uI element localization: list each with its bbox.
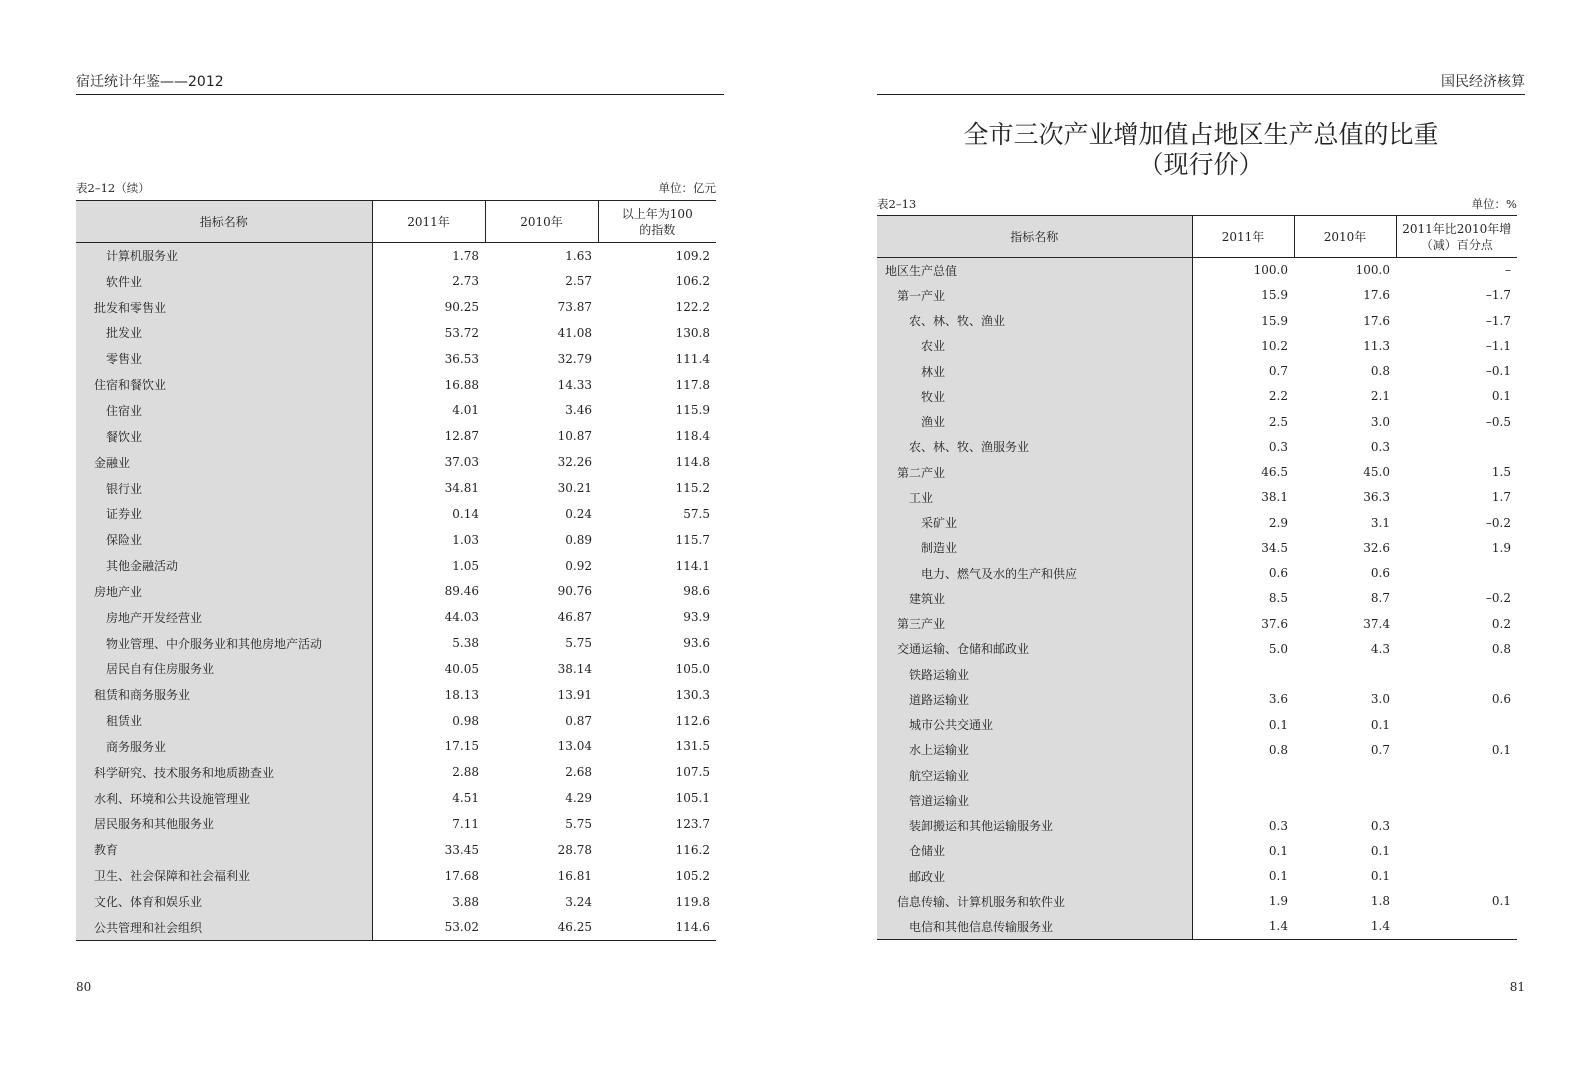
row-label: 农、林、牧、渔业: [877, 308, 1192, 333]
row-label: 牧业: [877, 384, 1192, 409]
table-row: [76, 630, 716, 656]
value-col3: 130.8: [675, 325, 710, 340]
value-2011: 38.1: [1192, 485, 1294, 510]
table-row: [877, 914, 1517, 939]
table-row: [76, 475, 716, 501]
value-2010: 36.3: [1363, 490, 1390, 505]
value-col3: [1396, 864, 1517, 889]
value-2010: 3.0: [1370, 414, 1390, 429]
table-row: [877, 712, 1517, 737]
value-col3: 122.2: [675, 300, 710, 315]
table-row: [76, 708, 716, 734]
table-body: [877, 258, 1517, 940]
value-2011: 2.88: [372, 759, 485, 785]
value-col3: 0.1: [1491, 389, 1511, 404]
value-2010: 3.1: [1370, 515, 1390, 530]
row-label: 电信和其他信息传输服务业: [877, 914, 1192, 939]
value-2011: 34.81: [372, 475, 485, 501]
value-2010: 5.75: [565, 816, 592, 831]
row-label: 制造业: [877, 535, 1192, 560]
table-row: [877, 434, 1517, 459]
row-label: 第一产业: [877, 283, 1192, 308]
table-row: [76, 449, 716, 475]
value-col3: 106.2: [675, 274, 710, 289]
value-2011: 37.6: [1192, 611, 1294, 636]
row-label: 商务服务业: [76, 734, 372, 760]
value-2010: 0.87: [565, 713, 592, 728]
value-2011: 0.1: [1192, 864, 1294, 889]
table-row: [76, 682, 716, 708]
table-row: [877, 359, 1517, 384]
value-2011: 2.73: [372, 268, 485, 294]
value-2011: 10.2: [1192, 333, 1294, 358]
value-2010: 73.87: [557, 300, 592, 315]
value-col3: [1396, 561, 1517, 586]
table-row: [877, 889, 1517, 914]
table-row: [76, 346, 716, 372]
table-row: [76, 914, 716, 940]
value-2011: 16.88: [372, 372, 485, 398]
value-2010: 5.75: [565, 636, 592, 651]
table-row: [76, 268, 716, 294]
table-row: [877, 535, 1517, 560]
value-col3: –1.7: [1485, 288, 1511, 303]
value-2011: 46.5: [1192, 460, 1294, 485]
value-2010: 2.68: [565, 765, 592, 780]
value-col3: 117.8: [675, 377, 710, 392]
header-2010: 2010年: [1294, 216, 1396, 258]
value-2010: 0.6: [1370, 566, 1390, 581]
value-2011: 0.7: [1192, 359, 1294, 384]
row-label: 装卸搬运和其他运输服务业: [877, 813, 1192, 838]
row-label: 房地产业: [76, 578, 372, 604]
value-2010: 0.1: [1370, 717, 1390, 732]
row-label: 邮政业: [877, 864, 1192, 889]
value-2010: 1.63: [565, 248, 592, 263]
header-2011: 2011年: [372, 201, 485, 243]
value-2011: [1192, 662, 1294, 687]
value-col3: 114.8: [675, 455, 710, 470]
value-2011: 5.0: [1192, 636, 1294, 661]
page-subtitle: （现行价）: [1138, 150, 1264, 179]
value-col3: 131.5: [675, 739, 710, 754]
value-2010: 4.3: [1370, 641, 1390, 656]
value-2011: 0.1: [1192, 712, 1294, 737]
value-2010: 11.3: [1363, 338, 1390, 353]
value-2010: 30.21: [557, 481, 592, 496]
table-row: [76, 837, 716, 863]
value-2010: 46.87: [557, 610, 592, 625]
value-2010: 28.78: [557, 842, 592, 857]
value-2011: 0.1: [1192, 838, 1294, 863]
row-label: 保险业: [76, 527, 372, 553]
value-2011: 17.15: [372, 734, 485, 760]
value-2011: 0.98: [372, 708, 485, 734]
row-label: 教育: [76, 837, 372, 863]
table-row: [877, 258, 1517, 283]
table-row: [76, 604, 716, 630]
table-row: [76, 785, 716, 811]
header-change: 2011年比2010年增 （减）百分点: [1396, 216, 1517, 258]
row-label: 农业: [877, 333, 1192, 358]
value-col3: –0.1: [1485, 364, 1511, 379]
running-head: [76, 74, 724, 95]
value-col3: –0.2: [1485, 515, 1511, 530]
value-2010: 4.29: [565, 791, 592, 806]
table-row: [877, 510, 1517, 535]
table-body: [76, 243, 716, 941]
value-col3: 0.2: [1491, 616, 1511, 631]
value-2011: 33.45: [372, 837, 485, 863]
value-col3: 1.9: [1491, 540, 1511, 555]
row-label: 仓储业: [877, 838, 1192, 863]
table-row: [76, 863, 716, 889]
table-row: [877, 788, 1517, 813]
value-2010: 32.6: [1363, 540, 1390, 555]
row-label: 批发业: [76, 320, 372, 346]
value-col3: 98.6: [683, 584, 710, 599]
row-label: 管道运输业: [877, 788, 1192, 813]
row-label: 农、林、牧、渔服务业: [877, 434, 1192, 459]
value-2011: 0.6: [1192, 561, 1294, 586]
header-indicator: 指标名称: [877, 216, 1192, 258]
value-col3: 105.1: [675, 791, 710, 806]
data-table: [76, 200, 716, 941]
table-row: [76, 320, 716, 346]
value-2010: 1.8: [1370, 894, 1390, 909]
value-2010: 3.46: [565, 403, 592, 418]
value-2011: 53.72: [372, 320, 485, 346]
table-row: [76, 553, 716, 579]
value-2010: 14.33: [557, 377, 592, 392]
value-2010: 0.8: [1370, 364, 1390, 379]
table-row: [877, 333, 1517, 358]
row-label: 交通运输、仓储和邮政业: [877, 636, 1192, 661]
row-label: 租赁和商务服务业: [76, 682, 372, 708]
value-col3: [1396, 914, 1517, 939]
table-row: [877, 384, 1517, 409]
value-2011: 2.2: [1192, 384, 1294, 409]
value-2011: 4.01: [372, 398, 485, 424]
value-col3: –0.2: [1485, 591, 1511, 606]
value-2011: 44.03: [372, 604, 485, 630]
row-label: 居民服务和其他服务业: [76, 811, 372, 837]
value-2010: 38.14: [557, 661, 592, 676]
right-page: [877, 0, 1525, 1077]
value-2011: 90.25: [372, 294, 485, 320]
row-label: 文化、体育和娱乐业: [76, 889, 372, 915]
table-row: [877, 308, 1517, 333]
value-col3: [1396, 434, 1517, 459]
value-col3: [1396, 838, 1517, 863]
table-row: [877, 838, 1517, 863]
table-number: 表2–13: [877, 197, 917, 211]
value-2011: 0.3: [1192, 434, 1294, 459]
row-label: 零售业: [76, 346, 372, 372]
value-col3: 116.2: [675, 842, 710, 857]
value-2011: 1.9: [1192, 889, 1294, 914]
table-row: [76, 372, 716, 398]
value-2011: [1192, 788, 1294, 813]
value-col3: 1.5: [1491, 465, 1511, 480]
value-col3: [1396, 813, 1517, 838]
page-number: 81: [1509, 980, 1525, 994]
value-2011: 15.9: [1192, 283, 1294, 308]
table-row: [877, 561, 1517, 586]
row-label: 批发和零售业: [76, 294, 372, 320]
value-2011: [1192, 763, 1294, 788]
value-col3: –0.5: [1485, 414, 1511, 429]
row-label: 卫生、社会保障和社会福利业: [76, 863, 372, 889]
header-index: 以上年为100 的指数: [598, 201, 716, 243]
value-2010: [1294, 763, 1396, 788]
table-row: [877, 460, 1517, 485]
value-col3: 105.0: [675, 661, 710, 676]
value-2011: 17.68: [372, 863, 485, 889]
page-title: 全市三次产业增加值占地区生产总值的比重: [963, 120, 1439, 149]
value-2010: [1294, 788, 1396, 813]
table-row: [76, 423, 716, 449]
running-head-text: 国民经济核算: [1441, 74, 1525, 90]
value-2011: 0.8: [1192, 737, 1294, 762]
left-page: [76, 0, 724, 1077]
value-2011: 1.78: [372, 243, 485, 269]
value-2010: 46.25: [485, 914, 598, 940]
value-2010: 10.87: [557, 429, 592, 444]
row-label: 租赁业: [76, 708, 372, 734]
value-2010: 17.6: [1363, 313, 1390, 328]
value-col3: –1.7: [1485, 313, 1511, 328]
value-2011: 1.03: [372, 527, 485, 553]
header-2010: 2010年: [485, 201, 598, 243]
value-2010: 100.0: [1355, 263, 1390, 278]
table-row: [76, 398, 716, 424]
table-row: [877, 687, 1517, 712]
value-col3: 115.7: [675, 532, 710, 547]
row-label: 水上运输业: [877, 737, 1192, 762]
value-2011: 1.05: [372, 553, 485, 579]
value-2010: 3.24: [565, 894, 592, 909]
value-2011: 0.14: [372, 501, 485, 527]
value-col3: 115.2: [675, 481, 710, 496]
row-label: 银行业: [76, 475, 372, 501]
value-2010: 0.7: [1370, 742, 1390, 757]
value-col3: [1396, 763, 1517, 788]
table-row: [877, 485, 1517, 510]
value-2011: 53.02: [372, 914, 485, 940]
row-label: 渔业: [877, 409, 1192, 434]
value-2010: 32.26: [557, 455, 592, 470]
table-row: [877, 586, 1517, 611]
row-label: 房地产开发经营业: [76, 604, 372, 630]
table-row: [76, 656, 716, 682]
row-label: 证券业: [76, 501, 372, 527]
value-col3: 105.2: [675, 868, 710, 883]
value-2010: 0.89: [565, 532, 592, 547]
value-col3: 111.4: [675, 351, 710, 366]
row-label: 第二产业: [877, 460, 1192, 485]
value-col3: 93.6: [683, 636, 710, 651]
value-2010: 90.76: [557, 584, 592, 599]
value-2010: 8.7: [1370, 591, 1390, 606]
row-label: 水利、环境和公共设施管理业: [76, 785, 372, 811]
row-label: 餐饮业: [76, 423, 372, 449]
value-col3: 114.1: [675, 558, 710, 573]
table-row: [877, 283, 1517, 308]
row-label: 城市公共交通业: [877, 712, 1192, 737]
value-col3: 109.2: [675, 248, 710, 263]
table-row: [76, 243, 716, 269]
value-2011: 1.4: [1192, 914, 1294, 939]
table-header: [877, 216, 1517, 258]
table-row: [76, 734, 716, 760]
row-label: 信息传输、计算机服务和软件业: [877, 889, 1192, 914]
value-2011: 8.5: [1192, 586, 1294, 611]
value-col3: [1396, 712, 1517, 737]
value-2010: 1.4: [1294, 914, 1396, 939]
table-row: [76, 811, 716, 837]
value-col3: 114.6: [598, 914, 716, 940]
value-col3: 0.6: [1491, 692, 1511, 707]
value-2011: 5.38: [372, 630, 485, 656]
value-2010: 0.1: [1370, 843, 1390, 858]
value-2011: 15.9: [1192, 308, 1294, 333]
table-row: [877, 636, 1517, 661]
value-col3: 57.5: [683, 506, 710, 521]
header-indicator: 指标名称: [76, 201, 372, 243]
value-col3: [1396, 788, 1517, 813]
value-col3: 0.1: [1491, 894, 1511, 909]
running-head-text: 宿迁统计年鉴——2012: [76, 74, 224, 90]
table-row: [76, 501, 716, 527]
value-2010: 0.1: [1370, 869, 1390, 884]
value-2010: 3.0: [1370, 692, 1390, 707]
row-label: 林业: [877, 359, 1192, 384]
value-2011: 34.5: [1192, 535, 1294, 560]
table-row: [877, 864, 1517, 889]
row-label: 公共管理和社会组织: [76, 914, 372, 940]
data-table: [877, 215, 1517, 940]
table-row: [877, 737, 1517, 762]
value-2010: 16.81: [557, 868, 592, 883]
value-col3: 119.8: [675, 894, 710, 909]
value-2011: 3.6: [1192, 687, 1294, 712]
value-2011: 100.0: [1192, 258, 1294, 283]
row-label: 软件业: [76, 268, 372, 294]
value-2010: 17.6: [1363, 288, 1390, 303]
value-2011: 0.3: [1192, 813, 1294, 838]
table-number: 表2–12（续）: [76, 181, 150, 195]
value-2011: 4.51: [372, 785, 485, 811]
table-row: [76, 889, 716, 915]
row-label: 计算机服务业: [76, 243, 372, 269]
value-2010: 41.08: [557, 325, 592, 340]
row-label: 采矿业: [877, 510, 1192, 535]
value-2010: 0.3: [1370, 439, 1390, 454]
row-label: 居民自有住房服务业: [76, 656, 372, 682]
table-row: [877, 813, 1517, 838]
value-2010: 32.79: [557, 351, 592, 366]
row-label: 道路运输业: [877, 687, 1192, 712]
value-2010: [1294, 662, 1396, 687]
value-col3: 0.1: [1491, 742, 1511, 757]
row-label: 物业管理、中介服务业和其他房地产活动: [76, 630, 372, 656]
value-2010: 0.92: [565, 558, 592, 573]
row-label: 电力、燃气及水的生产和供应: [877, 561, 1192, 586]
value-col3: 107.5: [675, 765, 710, 780]
row-label: 建筑业: [877, 586, 1192, 611]
value-col3: 115.9: [675, 403, 710, 418]
table-header: [76, 201, 716, 243]
table-row: [877, 662, 1517, 687]
row-label: 航空运输业: [877, 763, 1192, 788]
row-label: 工业: [877, 485, 1192, 510]
value-2010: 13.91: [557, 687, 592, 702]
value-2011: 18.13: [372, 682, 485, 708]
value-2011: 37.03: [372, 449, 485, 475]
table-row: [76, 527, 716, 553]
value-2010: 2.1: [1370, 389, 1390, 404]
value-2010: 2.57: [565, 274, 592, 289]
value-col3: 0.8: [1491, 641, 1511, 656]
value-2011: 2.5: [1192, 409, 1294, 434]
running-head: [877, 74, 1525, 95]
value-2010: 0.3: [1370, 818, 1390, 833]
value-col3: 118.4: [675, 429, 710, 444]
value-col3: 130.3: [675, 687, 710, 702]
page-number: 80: [76, 980, 92, 994]
row-label: 第三产业: [877, 611, 1192, 636]
value-2011: 3.88: [372, 889, 485, 915]
value-col3: 112.6: [675, 713, 710, 728]
header-2011: 2011年: [1192, 216, 1294, 258]
row-label: 金融业: [76, 449, 372, 475]
table-row: [76, 578, 716, 604]
value-2010: 13.04: [557, 739, 592, 754]
value-2010: 45.0: [1363, 465, 1390, 480]
row-label: 其他金融活动: [76, 553, 372, 579]
value-2011: 36.53: [372, 346, 485, 372]
row-label: 住宿业: [76, 398, 372, 424]
row-label: 科学研究、技术服务和地质勘查业: [76, 759, 372, 785]
table-row: [877, 763, 1517, 788]
table-row: [76, 294, 716, 320]
table-unit: 单位：亿元: [658, 181, 716, 195]
table-row: [76, 759, 716, 785]
row-label: 住宿和餐饮业: [76, 372, 372, 398]
row-label: 铁路运输业: [877, 662, 1192, 687]
value-col3: 1.7: [1491, 490, 1511, 505]
value-2011: 40.05: [372, 656, 485, 682]
value-2010: 0.24: [565, 506, 592, 521]
value-col3: 123.7: [675, 816, 710, 831]
row-label: 地区生产总值: [877, 258, 1192, 283]
table-row: [877, 611, 1517, 636]
value-2011: 12.87: [372, 423, 485, 449]
value-col3: [1396, 662, 1517, 687]
value-col3: 93.9: [683, 610, 710, 625]
table-unit: 单位：%: [1471, 197, 1517, 211]
value-col3: –1.1: [1485, 338, 1511, 353]
value-2011: 89.46: [372, 578, 485, 604]
value-2011: 7.11: [372, 811, 485, 837]
table-row: [877, 409, 1517, 434]
value-col3: –: [1505, 263, 1511, 278]
value-2011: 2.9: [1192, 510, 1294, 535]
value-2010: 37.4: [1363, 616, 1390, 631]
